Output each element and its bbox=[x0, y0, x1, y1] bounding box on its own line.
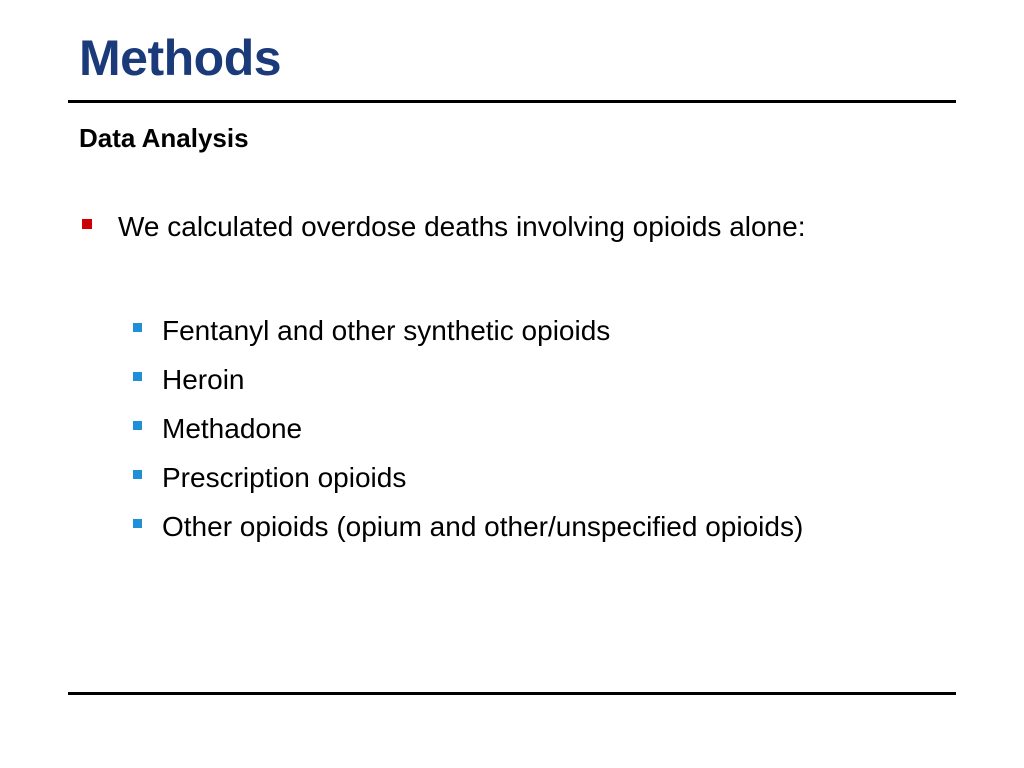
main-bullet bbox=[82, 210, 805, 244]
sub-bullet-list bbox=[133, 306, 803, 551]
list-item-text: Methadone bbox=[162, 412, 303, 444]
square-bullet-icon bbox=[133, 470, 142, 479]
list-item-text: Fentanyl and other synthetic opioids bbox=[162, 314, 611, 346]
footer-divider bbox=[68, 692, 956, 695]
list-item bbox=[133, 502, 803, 551]
title-divider bbox=[68, 100, 956, 103]
square-bullet-icon bbox=[82, 219, 92, 229]
square-bullet-icon bbox=[133, 519, 142, 528]
list-item bbox=[133, 306, 803, 355]
list-item-text: Other opioids (opium and other/unspecified opioids) bbox=[162, 510, 804, 542]
section-heading: Data Analysis bbox=[79, 123, 249, 153]
list-item-text: Prescription opioids bbox=[162, 461, 407, 493]
list-item bbox=[133, 355, 803, 404]
page-title: Methods bbox=[79, 30, 282, 86]
square-bullet-icon bbox=[133, 323, 142, 332]
main-bullet-text: We calculated overdose deaths involving opioids alone: bbox=[118, 211, 806, 242]
list-item-text: Heroin bbox=[162, 363, 245, 395]
list-item bbox=[133, 453, 803, 502]
list-item bbox=[133, 404, 803, 453]
square-bullet-icon bbox=[133, 421, 142, 430]
square-bullet-icon bbox=[133, 372, 142, 381]
